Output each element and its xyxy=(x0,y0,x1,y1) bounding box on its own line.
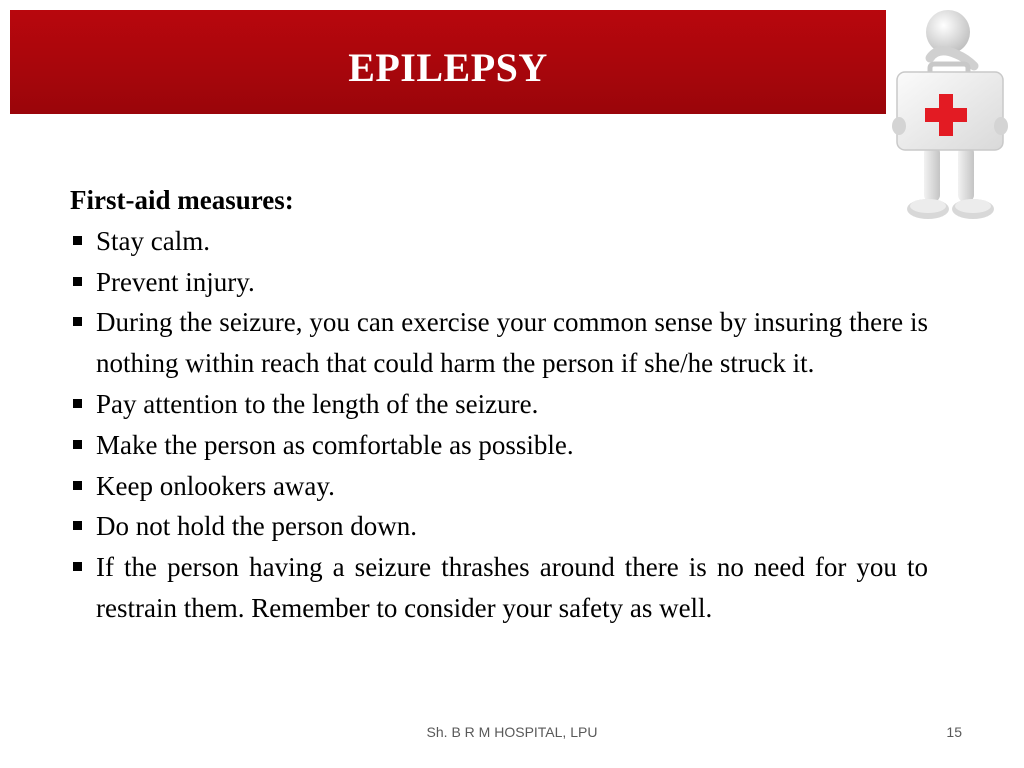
list-item xyxy=(70,506,928,547)
list-item-text: Stay calm. xyxy=(96,225,210,256)
bullet-square-icon xyxy=(73,236,82,245)
slide-title: EPILEPSY xyxy=(348,44,548,90)
bullet-square-icon xyxy=(73,317,82,326)
list-item-text: Do not hold the person down. xyxy=(96,511,417,542)
bullet-square-icon xyxy=(73,440,82,449)
list-item-text: Keep onlookers away. xyxy=(96,470,335,501)
title-bar xyxy=(10,10,886,114)
section-heading: First-aid measures: xyxy=(70,185,294,215)
list-item xyxy=(70,547,928,629)
list-item-text: During the seizure, you can exercise your common sense by insuring there is nothing within reach that could harm the person if she/he struck it. xyxy=(96,307,928,379)
footer-text: Sh. B R M HOSPITAL, LPU xyxy=(426,724,598,740)
bullet-square-icon xyxy=(73,277,82,286)
list-item-text: If the person having a seizure thrashes around there is no need for you to restrain them. Remember to consider your safety as well. xyxy=(96,552,928,623)
bullet-square-icon xyxy=(73,481,82,490)
list-item xyxy=(70,466,928,507)
list-item-text: Prevent injury. xyxy=(96,266,255,297)
bullet-square-icon xyxy=(73,562,82,571)
page-number: 15 xyxy=(946,724,962,740)
bullet-square-icon xyxy=(73,399,82,408)
list-item xyxy=(70,221,928,262)
list-item xyxy=(70,425,928,466)
bullet-square-icon xyxy=(73,521,82,530)
slide-content xyxy=(70,180,928,629)
bullet-list xyxy=(70,221,928,629)
list-item-text: Pay attention to the length of the seizure. xyxy=(96,388,539,419)
list-item xyxy=(70,384,928,425)
list-item xyxy=(70,302,928,384)
list-item xyxy=(70,262,928,303)
list-item-text: Make the person as comfortable as possible. xyxy=(96,429,574,460)
